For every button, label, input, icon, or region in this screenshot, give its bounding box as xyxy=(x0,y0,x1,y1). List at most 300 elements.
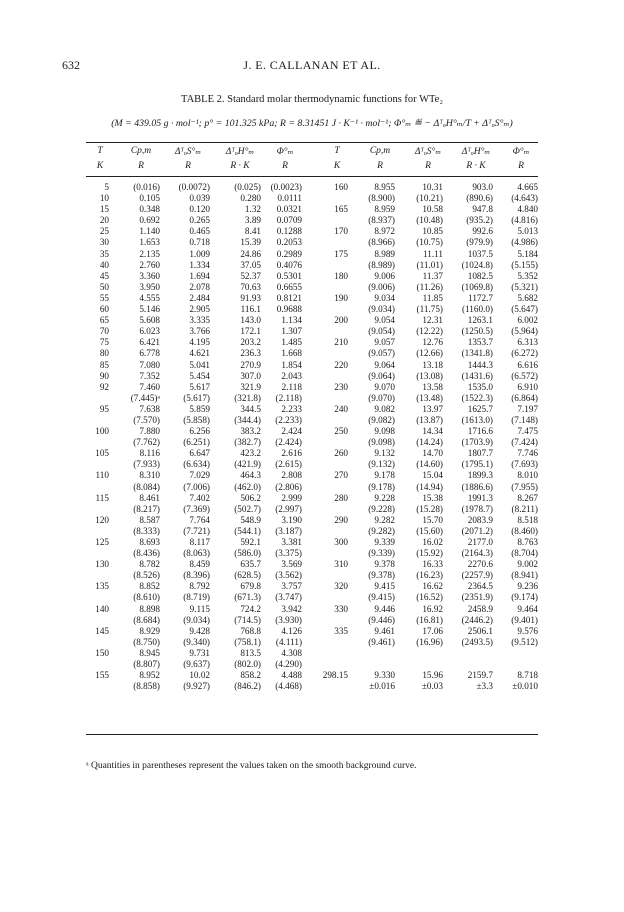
table-cell: 40 xyxy=(99,259,109,270)
table-cell: (7.933) xyxy=(133,459,160,470)
table-cell: (9.282) xyxy=(368,525,395,536)
table-cell: 180 xyxy=(334,270,348,281)
table-cell: 1807.7 xyxy=(467,448,493,459)
table-cell: 165 xyxy=(334,204,348,215)
table-cell: 6.421 xyxy=(139,337,160,348)
table-cell: 160 xyxy=(334,182,348,192)
table-cell: (15.28) xyxy=(416,503,443,514)
table-cell: (9.070) xyxy=(368,392,395,403)
running-head: J. E. CALLANAN ET AL. xyxy=(243,58,381,72)
table-cell: (979.9) xyxy=(466,237,493,248)
table-cell: 2364.5 xyxy=(467,581,493,592)
table-cell: (5.617) xyxy=(183,392,210,403)
table-cell: (13.08) xyxy=(416,370,443,381)
table-cell: 13.97 xyxy=(422,403,443,414)
table-cell: (6.251) xyxy=(183,437,210,448)
table-cell: 548.9 xyxy=(240,514,261,525)
table-cell: 3.89 xyxy=(244,215,261,226)
table-cell: (321.8) xyxy=(234,392,261,403)
table-cell: 2.760 xyxy=(139,259,160,270)
table-cell: 5.682 xyxy=(517,292,538,303)
table-cell: 37.05 xyxy=(240,259,261,270)
table-cell: 10.85 xyxy=(422,226,443,237)
table-cell: 8.267 xyxy=(517,492,538,503)
table-cell: (0.0023) xyxy=(270,182,302,192)
table-cell: 5.184 xyxy=(517,248,538,259)
table-cell: 116.1 xyxy=(240,304,261,315)
column-header-left-s: ΔᵀₒS°ₘ xyxy=(174,147,202,157)
table-cell: 2177.0 xyxy=(467,537,493,547)
table-cell: 0.0321 xyxy=(276,204,302,215)
table-cell: (7.445)ᵃ xyxy=(130,392,160,403)
table-cell: 0.105 xyxy=(139,193,160,204)
table-cell: (1341.8) xyxy=(461,348,493,359)
table-cell: 75 xyxy=(99,337,109,348)
table-cell: 7.080 xyxy=(139,359,160,370)
column-header-right-s: ΔᵀₒS°ₘ xyxy=(414,147,442,157)
table-cell: 175 xyxy=(334,248,348,259)
table-cell: (8.900) xyxy=(368,193,395,204)
table-cell: 4.840 xyxy=(517,204,538,215)
table-cell: 9.282 xyxy=(374,514,395,525)
table-cell: 8.959 xyxy=(374,204,395,215)
table-cell: 15.96 xyxy=(422,670,443,681)
table-cell: 2.118 xyxy=(281,381,302,392)
table-cell: ±3.3 xyxy=(476,681,493,692)
table-cell: 15 xyxy=(99,204,109,215)
table-cell: 2.999 xyxy=(281,492,302,503)
table-cell: 1353.7 xyxy=(467,337,493,348)
table-cell: 1037.5 xyxy=(467,248,493,259)
table-cell: (10.21) xyxy=(416,193,443,204)
table-cell: 3.950 xyxy=(139,281,160,292)
table-cell: (3.562) xyxy=(275,570,302,581)
table-cell: 30 xyxy=(99,237,109,248)
table-cell: 1625.7 xyxy=(467,403,493,414)
table-cell: (2493.5) xyxy=(461,636,493,647)
table-cell: 2.135 xyxy=(139,248,160,259)
table-cell: 80 xyxy=(99,348,109,359)
table-cell: 8.945 xyxy=(139,647,160,658)
table-cell: (586.0) xyxy=(234,548,261,559)
table-cell: ±0.010 xyxy=(512,681,538,692)
table-cell: (9.006) xyxy=(368,281,395,292)
table-cell: 1535.0 xyxy=(467,381,493,392)
table-cell: (9.461) xyxy=(368,636,395,647)
table-cell: 145 xyxy=(95,625,109,636)
column-header-left-cp: Cp,m xyxy=(130,146,152,156)
table-cell: 0.4076 xyxy=(276,259,302,270)
column-header-right-h: ΔᵀₒH°ₘ xyxy=(461,147,491,157)
table-cell: (846.2) xyxy=(234,681,261,692)
table-cell: (9.174) xyxy=(511,592,538,603)
table-cell: (9.034) xyxy=(183,614,210,625)
table-cell: 947.8 xyxy=(472,204,493,215)
table-cell: 9.034 xyxy=(374,292,395,303)
table-cell: 0.465 xyxy=(189,226,210,237)
table-cell: 0.6655 xyxy=(276,281,302,292)
table-cell: 1.140 xyxy=(139,226,160,237)
column-unit-right-cp: R xyxy=(377,161,383,171)
table-cell: (7.762) xyxy=(133,437,160,448)
table-cell: (11.01) xyxy=(416,259,443,270)
table-cell: 130 xyxy=(95,559,109,570)
table-cell: 9.464 xyxy=(517,603,538,614)
table-cell: (12.22) xyxy=(416,326,443,337)
table-cell: 1.694 xyxy=(189,270,210,281)
table-cell: 14.70 xyxy=(422,448,443,459)
table-cell: (7.369) xyxy=(183,503,210,514)
column-unit-left-cp: R xyxy=(138,161,144,171)
table-cell: 307.0 xyxy=(240,370,261,381)
table-cell: 813.5 xyxy=(240,647,261,658)
table-cell: (1703.9) xyxy=(461,437,493,448)
table-cell: (1795.1) xyxy=(461,459,493,470)
table-cell: (13.87) xyxy=(416,414,443,425)
table-cell: 9.446 xyxy=(374,603,395,614)
table-cell: (6.634) xyxy=(183,459,210,470)
table-cell: 270 xyxy=(334,470,348,481)
table-cell: 0.2053 xyxy=(276,237,302,248)
table-cell: 2.905 xyxy=(189,304,210,315)
table-cell: 9.461 xyxy=(374,625,395,636)
table-cell: 2.043 xyxy=(281,370,302,381)
table-cell: 8.972 xyxy=(374,226,395,237)
column-header-right-phi: Φ°ₘ xyxy=(512,147,530,157)
table-cell: 16.62 xyxy=(422,581,443,592)
table-cell: 679.8 xyxy=(240,581,261,592)
table-cell: (9.054) xyxy=(368,326,395,337)
table-cell: 7.460 xyxy=(139,381,160,392)
table-cell: 6.256 xyxy=(189,426,210,437)
table-cell: 236.3 xyxy=(240,348,261,359)
table-cell: 172.1 xyxy=(240,326,261,337)
table-cell: 1.668 xyxy=(281,348,302,359)
table-cell: 8.693 xyxy=(139,537,160,547)
table-cell: 5.859 xyxy=(189,403,210,414)
table-cell: 9.339 xyxy=(374,537,395,547)
table-cell: 0.718 xyxy=(189,237,210,248)
table-cell: (4.111) xyxy=(275,636,302,647)
table-cell: 9.057 xyxy=(374,337,395,348)
table-cell: 506.2 xyxy=(240,492,261,503)
table-cell: 0.280 xyxy=(240,193,261,204)
table-cell: 10 xyxy=(99,193,109,204)
table-cell: 3.942 xyxy=(281,603,302,614)
table-title: TABLE 2. Standard molar thermodynamic functions for WTe₂ xyxy=(181,94,443,105)
table-cell: (8.989) xyxy=(368,259,395,270)
table-cell: 6.313 xyxy=(517,337,538,348)
table-cell: (8.217) xyxy=(133,503,160,514)
table-cell: 5 xyxy=(104,182,109,192)
table-cell: 12.76 xyxy=(422,337,443,348)
table-bottom-rule xyxy=(86,734,538,735)
table-cell: 290 xyxy=(334,514,348,525)
table-cell: (8.807) xyxy=(133,659,160,670)
table-cell: 9.002 xyxy=(517,559,538,570)
table-cell: (5.647) xyxy=(511,304,538,315)
table-cell: (9.512) xyxy=(511,636,538,647)
table-cell: 7.197 xyxy=(517,403,538,414)
column-unit-left-h: R · K xyxy=(230,161,250,171)
table-cell: 9.731 xyxy=(189,647,210,658)
table-cell: 4.126 xyxy=(281,625,302,636)
table-cell: 0.265 xyxy=(189,215,210,226)
table-cell: (1886.6) xyxy=(461,481,493,492)
table-cell: 70.63 xyxy=(240,281,261,292)
table-cell: 91.93 xyxy=(240,292,261,303)
table-cell: 592.1 xyxy=(240,537,261,547)
table-cell: (6.572) xyxy=(511,370,538,381)
table-cell: 1.009 xyxy=(189,248,210,259)
table-cell: 9.378 xyxy=(374,559,395,570)
table-cell: 7.029 xyxy=(189,470,210,481)
table-cell: 10.31 xyxy=(422,182,443,192)
table-cell: (16.96) xyxy=(416,636,443,647)
table-cell: (8.937) xyxy=(368,215,395,226)
table-cell: (13.48) xyxy=(416,392,443,403)
table-cell: 5.146 xyxy=(139,304,160,315)
table-cell: (628.5) xyxy=(234,570,261,581)
table-cell: 4.195 xyxy=(189,337,210,348)
table-cell: (2.233) xyxy=(275,414,302,425)
table-cell: (1613.0) xyxy=(461,414,493,425)
table-cell: 100 xyxy=(95,426,109,437)
table-cell: 1.653 xyxy=(139,237,160,248)
column-unit-left-phi: R xyxy=(282,161,288,171)
table-cell: 143.0 xyxy=(240,315,261,326)
table-cell: (8.966) xyxy=(368,237,395,248)
table-cell: (9.415) xyxy=(368,592,395,603)
column-unit-left-t: K xyxy=(96,161,104,171)
table-cell: (758.1) xyxy=(234,636,261,647)
table-cell: 8.929 xyxy=(139,625,160,636)
table-cell: 17.06 xyxy=(422,625,443,636)
table-cell: 2506.1 xyxy=(467,625,493,636)
table-cell: (8.526) xyxy=(133,570,160,581)
table-column-right-phi xyxy=(478,182,538,692)
table-cell: 2458.9 xyxy=(467,603,493,614)
table-cell: (5.858) xyxy=(183,414,210,425)
table-cell: 13.58 xyxy=(422,381,443,392)
table-cell: 9.064 xyxy=(374,359,395,370)
column-header-right-cp: Cp,m xyxy=(369,146,391,156)
table-cell: 8.718 xyxy=(517,670,538,681)
footnote: ᵃ Quantities in parentheses represent the values taken on the smooth background curve. xyxy=(86,761,417,771)
table-cell: (9.228) xyxy=(368,503,395,514)
table-cell: (2164.3) xyxy=(461,548,493,559)
table-cell: 260 xyxy=(334,448,348,459)
table-cell: (5.964) xyxy=(511,326,538,337)
table-cell: 0.8121 xyxy=(276,292,302,303)
page-number: 632 xyxy=(62,58,80,72)
table-cell: 858.2 xyxy=(240,670,261,681)
table-cell: 5.352 xyxy=(517,270,538,281)
table-cell: 1899.3 xyxy=(467,470,493,481)
table-cell: (462.0) xyxy=(234,481,261,492)
table-cell xyxy=(478,659,538,670)
table-cell: (2.615) xyxy=(275,459,302,470)
table-cell: 55 xyxy=(99,292,109,303)
table-cell: (9.401) xyxy=(511,614,538,625)
table-cell: 9.415 xyxy=(374,581,395,592)
table-cell: 300 xyxy=(334,537,348,547)
table-cell: 120 xyxy=(95,514,109,525)
table-cell: (671.3) xyxy=(234,592,261,603)
table-cell: 115 xyxy=(95,492,109,503)
table-cell: (2351.9) xyxy=(461,592,493,603)
table-cell: 90 xyxy=(99,370,109,381)
table-cell: (4.816) xyxy=(511,215,538,226)
table-cell: 11.11 xyxy=(423,248,443,259)
table-cell: 6.778 xyxy=(139,348,160,359)
table-cell: (5.155) xyxy=(511,259,538,270)
table-cell: (15.60) xyxy=(416,525,443,536)
table-cell: 110 xyxy=(95,470,109,481)
table-cell: 8.41 xyxy=(244,226,261,237)
table-cell: 9.236 xyxy=(517,581,538,592)
table-cell: (2.118) xyxy=(275,392,302,403)
table-cell: 2.484 xyxy=(189,292,210,303)
table-cell: 52.37 xyxy=(240,270,261,281)
table-cell: 5.617 xyxy=(189,381,210,392)
table-cell: 11.37 xyxy=(422,270,443,281)
table-cell: (8.941) xyxy=(511,570,538,581)
column-unit-right-t: K xyxy=(333,161,341,171)
table-cell: (1250.5) xyxy=(461,326,493,337)
table-cell: 464.3 xyxy=(240,470,261,481)
table-cell: 8.763 xyxy=(517,537,538,547)
table-cell: 768.8 xyxy=(240,625,261,636)
table-cell: 330 xyxy=(334,603,348,614)
table-cell: (15.92) xyxy=(416,548,443,559)
table-cell: 3.360 xyxy=(139,270,160,281)
table-cell: 0.0709 xyxy=(276,215,302,226)
table-cell: (0.0072) xyxy=(178,182,210,192)
table-cell: (8.063) xyxy=(183,548,210,559)
table-cell: 2.424 xyxy=(281,426,302,437)
table-cell: (8.436) xyxy=(133,548,160,559)
table-cell: 2.233 xyxy=(281,403,302,414)
table-cell: (2.424) xyxy=(275,437,302,448)
table-cell: 8.782 xyxy=(139,559,160,570)
table-cell: (16.23) xyxy=(416,570,443,581)
table-cell: 203.2 xyxy=(240,337,261,348)
table-cell: 8.117 xyxy=(189,537,210,547)
table-cell: 0.2989 xyxy=(276,248,302,259)
table-cell: (5.321) xyxy=(511,281,538,292)
column-header-right-t: T xyxy=(334,146,340,156)
table-cell: (9.132) xyxy=(368,459,395,470)
table-cell: (2446.2) xyxy=(461,614,493,625)
table-cell: 423.2 xyxy=(240,448,261,459)
table-cell: (382.7) xyxy=(234,437,261,448)
table-cell: (544.1) xyxy=(234,525,261,536)
table-cell: 280 xyxy=(334,492,348,503)
table-cell: (7.006) xyxy=(183,481,210,492)
table-cell: 1.307 xyxy=(281,326,302,337)
table-cell: (3.187) xyxy=(275,525,302,536)
table-subtitle: (M = 439.05 g · mol⁻¹; p° = 101.325 kPa; R = 8.31451 J · K⁻¹ · mol⁻¹; Φ°ₘ ≝ − ΔᵀₒH°ₘ/T + ΔᵀₒS°ₘ) xyxy=(111,118,513,129)
table-cell: (9.446) xyxy=(368,614,395,625)
table-cell: (1431.6) xyxy=(461,370,493,381)
table-cell: 321.9 xyxy=(240,381,261,392)
table-cell: (9.057) xyxy=(368,348,395,359)
table-cell: 10.58 xyxy=(422,204,443,215)
table-cell: 8.310 xyxy=(139,470,160,481)
table-cell: (11.75) xyxy=(416,304,443,315)
table-cell: (9.340) xyxy=(183,636,210,647)
table-cell: 4.488 xyxy=(281,670,302,681)
table-cell: 7.746 xyxy=(517,448,538,459)
table-cell: 6.616 xyxy=(517,359,538,370)
table-cell: 8.459 xyxy=(189,559,210,570)
table-cell: 15.04 xyxy=(422,470,443,481)
table-cell: 9.098 xyxy=(374,426,395,437)
table-cell: 12.31 xyxy=(422,315,443,326)
table-cell: 92 xyxy=(99,381,109,392)
table-cell: 5.608 xyxy=(139,315,160,326)
table-cell: 1.134 xyxy=(281,315,302,326)
table-header-rule xyxy=(86,176,538,177)
table-cell: 25 xyxy=(99,226,109,237)
table-cell: 3.757 xyxy=(281,581,302,592)
table-cell: 1.485 xyxy=(281,337,302,348)
table-cell: 8.898 xyxy=(139,603,160,614)
table-cell: (8.684) xyxy=(133,614,160,625)
table-cell: 3.381 xyxy=(281,537,302,547)
table-cell: 24.86 xyxy=(240,248,261,259)
table-cell: (4.468) xyxy=(275,681,302,692)
table-cell: 2270.6 xyxy=(467,559,493,570)
table-cell: 0.9688 xyxy=(276,304,302,315)
table-cell: 1172.7 xyxy=(468,292,493,303)
table-cell: 45 xyxy=(99,270,109,281)
table-cell: 2.808 xyxy=(281,470,302,481)
table-cell: (1978.7) xyxy=(461,503,493,514)
table-cell: (7.693) xyxy=(511,459,538,470)
table-cell: 7.880 xyxy=(139,426,160,437)
table-cell: 220 xyxy=(334,359,348,370)
table-cell: (7.424) xyxy=(511,437,538,448)
table-cell: (8.704) xyxy=(511,548,538,559)
table-cell: 230 xyxy=(334,381,348,392)
table-cell: 6.910 xyxy=(517,381,538,392)
table-cell: (9.178) xyxy=(368,481,395,492)
table-cell: 1444.3 xyxy=(467,359,493,370)
table-cell: (2071.2) xyxy=(461,525,493,536)
table-cell: 4.665 xyxy=(517,182,538,192)
table-cell: 250 xyxy=(334,426,348,437)
table-top-rule xyxy=(86,142,538,143)
table-cell: (3.747) xyxy=(275,592,302,603)
table-cell: 3.569 xyxy=(281,559,302,570)
table-cell: 85 xyxy=(99,359,109,370)
table-cell: 2159.7 xyxy=(467,670,493,681)
table-cell: (9.637) xyxy=(183,659,210,670)
table-cell: (8.084) xyxy=(133,481,160,492)
table-cell: 200 xyxy=(334,315,348,326)
table-cell: 190 xyxy=(334,292,348,303)
table-cell: 7.352 xyxy=(139,370,160,381)
table-cell: 724.2 xyxy=(240,603,261,614)
table-cell: 70 xyxy=(99,326,109,337)
column-unit-right-s: R xyxy=(425,161,431,171)
table-cell: 3.335 xyxy=(189,315,210,326)
table-cell: (2.997) xyxy=(275,503,302,514)
table-cell: (14.60) xyxy=(416,459,443,470)
table-cell: 1.854 xyxy=(281,359,302,370)
